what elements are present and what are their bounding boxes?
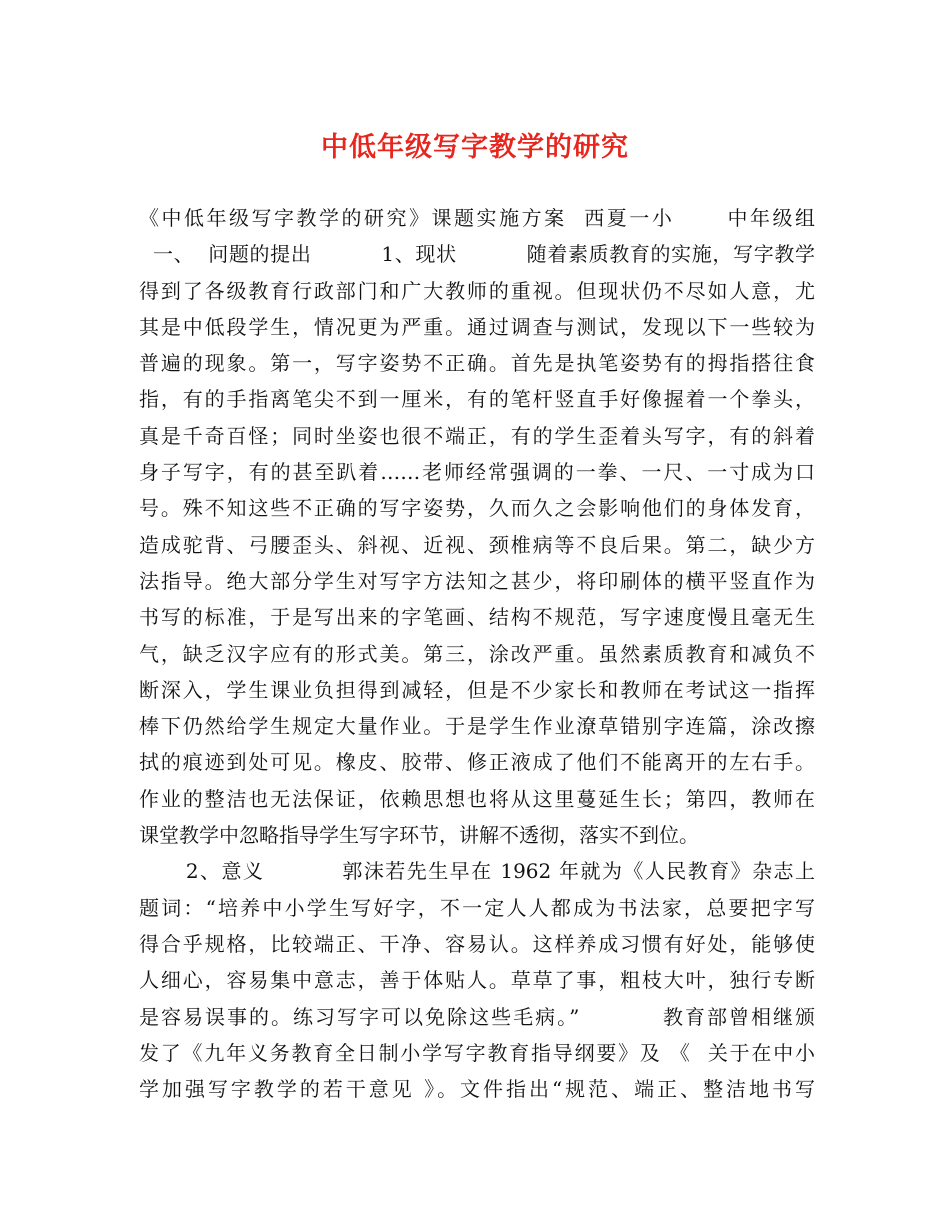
body-line: 课堂教学中忽略指导学生写字环节，讲解不透彻，落实不到位。 [139,823,699,848]
body-line: 号。殊不知这些不正确的写字姿势，久而久之会影响他们的身体发育， [139,496,815,521]
body-line: 发了《九年义务教育全日制小学写字教育指导纲要》及 《 关于在中小 [139,1040,815,1065]
body-line: 得到了各级教育行政部门和广大教师的重视。但现状仍不尽如人意，尤 [139,278,815,303]
body-line: 棒下仍然给学生规定大量作业。于是学生作业潦草错别字连篇，涂改擦 [139,714,815,739]
body-line: 断深入，学生课业负担得到减轻，但是不少家长和教师在考试这一指挥 [139,677,815,702]
body-line: 学加强写字教学的若干意见 》。文件指出“规范、端正、整洁地书写 [139,1077,815,1102]
body-line: 2、意义 郭沫若先生早在 1962 年就为《人民教育》杂志上 [139,859,815,884]
body-line: 拭的痕迹到处可见。橡皮、胶带、修正液成了他们不能离开的左右手。 [139,750,815,775]
body-line: 《中低年级写字教学的研究》课题实施方案 西夏一小 中年级组 [139,206,815,230]
body-line: 身子写字，有的甚至趴着……老师经常强调的一拳、一尺、一寸成为口 [139,460,815,485]
body-line: 一、 问题的提出 1、现状 随着素质教育的实施，写字教学 [139,242,815,267]
body-line: 真是千奇百怪；同时坐姿也很不端正，有的学生歪着头写字，有的斜着 [139,423,815,448]
body-line: 造成驼背、弓腰歪头、斜视、近视、颈椎病等不良后果。第二，缺少方 [139,532,815,557]
body-line: 题词：“培养中小学生写好字，不一定人人都成为书法家，总要把字写 [139,895,815,920]
body-line: 书写的标准，于是写出来的字笔画、结构不规范，写字速度慢且毫无生 [139,605,815,630]
document-body [139,200,815,1107]
document-title: 中低年级写字教学的研究 [321,132,629,163]
body-line: 作业的整洁也无法保证，依赖思想也将从这里蔓延生长；第四，教师在 [139,786,815,811]
body-line: 得合乎规格，比较端正、干净、容易认。这样养成习惯有好处，能够使 [139,931,815,956]
body-line: 其是中低段学生，情况更为严重。通过调查与测试，发现以下一些较为 [139,314,815,339]
body-line: 气，缺乏汉字应有的形式美。第三，涂改严重。虽然素质教育和减负不 [139,641,815,666]
body-line: 是容易误事的。练习写字可以免除这些毛病。” 教育部曾相继颁 [139,1004,815,1029]
body-line: 普遍的现象。第一，写字姿势不正确。首先是执笔姿势有的拇指搭往食 [139,351,815,376]
body-line: 法指导。绝大部分学生对写字方法知之甚少，将印刷体的横平竖直作为 [139,568,815,593]
body-line: 指，有的手指离笔尖不到一厘米，有的笔杆竖直手好像握着一个拳头， [139,387,815,412]
body-line: 人细心，容易集中意志，善于体贴人。草草了事，粗枝大叶，独行专断 [139,968,815,993]
